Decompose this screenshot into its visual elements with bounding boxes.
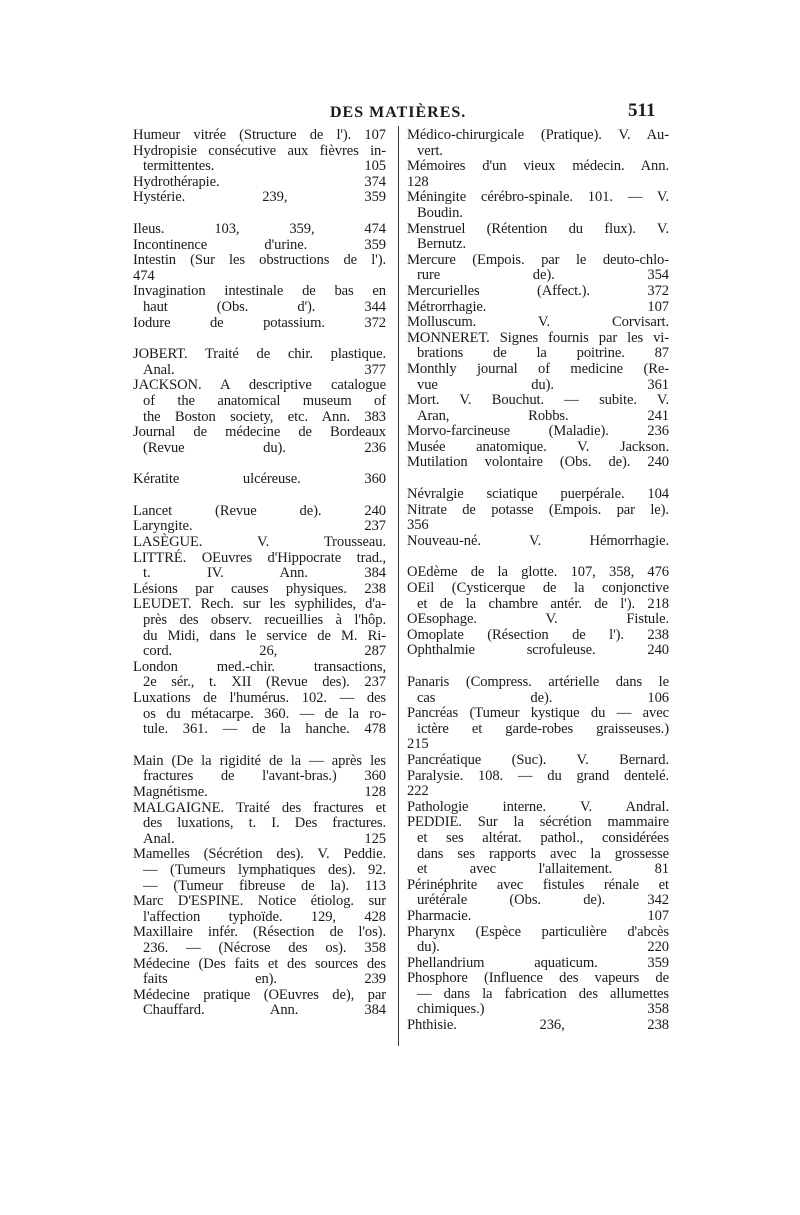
index-entry: [133, 597, 386, 659]
index-entry-line: dans ses rapports avec la grossesse: [417, 845, 669, 862]
index-entry-line: Névralgie sciatique puerpérale. 104: [407, 486, 669, 503]
index-entry: [407, 565, 669, 581]
index-entry: [407, 393, 669, 424]
index-entry-page-ref: 356: [407, 517, 429, 534]
index-entry: [133, 144, 386, 175]
index-entry-line: Mutilation volontaire (Obs. de). 240: [407, 454, 669, 471]
index-entry-line: Médico-chirurgicale (Pratique). V. Au-: [407, 127, 669, 143]
index-entry-line: du Midi, dans le service de M. Ri-: [143, 627, 386, 644]
index-entry-line: OEsophage. V. Fistule.: [407, 611, 669, 628]
index-entry-line: termittentes. 105: [143, 158, 386, 175]
section-gap: [133, 206, 386, 222]
index-entry: [133, 582, 386, 598]
index-entry-line: Luxations de l'humérus. 102. — des: [133, 690, 386, 706]
index-entry: [407, 362, 669, 393]
index-entry: [133, 284, 386, 315]
index-entry-line: OEil (Cysticerque de la conjonctive: [407, 580, 669, 597]
index-entry-line: Main (De la rigidité de la — après les: [133, 752, 386, 769]
section-gap: [133, 456, 386, 472]
index-entry-page-ref: 215: [407, 736, 429, 753]
index-entry-line: Mémoires d'un vieux médecin. Ann.: [407, 158, 669, 175]
index-entry: [407, 440, 669, 456]
index-entry: [407, 581, 669, 612]
index-entry: [407, 706, 669, 753]
index-entry-line: t. IV. Ann. 384: [143, 565, 386, 582]
index-entry-line: LASÈGUE. V. Trousseau.: [133, 534, 386, 551]
index-entry-line: 2e sér., t. XII (Revue des). 237: [143, 674, 386, 691]
index-entry-line: of the anatomical museum of: [143, 392, 386, 409]
index-entry: [407, 925, 669, 956]
index-entry-line: Omoplate (Résection de l'). 238: [407, 626, 669, 643]
index-entry: [407, 675, 669, 706]
index-entry: [133, 754, 386, 785]
index-entry: [133, 347, 386, 378]
index-entry: [133, 925, 386, 956]
index-entry-line: Hystérie. 239, 359: [133, 189, 386, 206]
index-entry-line: Ileus. 103, 359, 474: [133, 220, 386, 237]
index-entry-line: Journal de médecine de Bordeaux: [133, 424, 386, 441]
section-gap: [133, 331, 386, 347]
index-entry-line: Kératite ulcéreuse. 360: [133, 471, 386, 488]
index-entry: [133, 519, 386, 535]
index-entry-line: Pharynx (Espèce particulière d'abcès: [407, 923, 669, 940]
index-entry: [133, 378, 386, 425]
index-entry-line: Anal. 377: [143, 361, 386, 378]
index-entry: [133, 847, 386, 894]
index-entry-line: Marc D'ESPINE. Notice étiolog. sur: [133, 893, 386, 910]
index-entry: [133, 894, 386, 925]
index-entry-line: MALGAIGNE. Traité des fractures et: [133, 799, 386, 816]
index-entry-line: Lancet (Revue de). 240: [133, 502, 386, 519]
index-entry-line: et de la chambre antér. de l'). 218: [417, 595, 669, 612]
index-entry-line: Hydropisie consécutive aux fièvres in-: [133, 142, 386, 159]
index-entry-line: MONNERET. Signes fournis par les vi-: [407, 329, 669, 346]
index-entry-line: Iodure de potassium. 372: [133, 314, 386, 331]
index-entry-line: et avec l'allaitement. 81: [417, 861, 669, 878]
index-entry: [407, 800, 669, 816]
index-entry: [133, 190, 386, 206]
running-title: DES MATIÈRES.: [330, 104, 467, 121]
index-entry: [133, 238, 386, 254]
index-entry: [133, 316, 386, 332]
index-entry: [407, 643, 669, 659]
index-entry: [407, 815, 669, 877]
index-entry-line: tule. 361. — de la hanche. 478: [143, 721, 386, 738]
index-entry-line: Laryngite. 237: [133, 518, 386, 535]
index-entry-line: Pancréas (Tumeur kystique du — avec: [407, 705, 669, 722]
index-entry: [133, 128, 386, 144]
index-entry-line: Mamelles (Sécrétion des). V. Peddie.: [133, 846, 386, 863]
index-entry: [133, 660, 386, 691]
column-divider: [398, 126, 399, 1046]
index-entry-line: haut (Obs. d'). 344: [143, 298, 386, 315]
section-gap: [407, 659, 669, 675]
index-entry-line: vert.: [417, 142, 443, 159]
index-entry-line: Boudin.: [417, 204, 463, 221]
index-entry-line: Anal. 125: [143, 830, 386, 847]
index-entry-line: et ses altérat. pathol., considérées: [417, 829, 669, 846]
index-entry-line: Nitrate de potasse (Empois. par le).: [407, 501, 669, 518]
index-entry-line: 236. — (Nécrose des os). 358: [143, 939, 386, 956]
index-entry: [407, 971, 669, 1018]
index-entry-line: Humeur vitrée (Structure de l'). 107: [133, 127, 386, 143]
index-entry: [407, 331, 669, 362]
index-entry: [133, 801, 386, 848]
index-entry: [407, 612, 669, 628]
index-entry-line: Métrorrhagie. 107: [407, 298, 669, 315]
index-entry: [407, 159, 669, 190]
index-entry: [407, 1018, 669, 1034]
index-entry-line: Morvo-farcineuse (Maladie). 236: [407, 423, 669, 440]
right-index-column: [407, 128, 669, 1034]
index-entry-line: Phellandrium aquaticum. 359: [407, 954, 669, 971]
index-entry-line: vue du). 361: [417, 376, 669, 393]
index-entry-line: l'affection typhoïde. 129, 428: [143, 908, 386, 925]
index-entry-line: — (Tumeur fibreuse de la). 113: [143, 877, 386, 894]
index-entry: [407, 503, 669, 534]
index-entry-line: Méningite cérébro-spinale. 101. — V.: [407, 189, 669, 206]
index-entry: [133, 222, 386, 238]
index-entry-line: Paralysie. 108. — du grand dentelé.: [407, 767, 669, 784]
index-entry-line: Phthisie. 236, 238: [407, 1017, 669, 1034]
index-entry-line: Médecine (Des faits et des sources des: [133, 955, 386, 972]
index-entry: [407, 424, 669, 440]
page-number: 511: [628, 100, 656, 121]
index-entry-line: urétérale (Obs. de). 342: [417, 892, 669, 909]
index-entry-line: Monthly journal of medicine (Re-: [407, 360, 669, 377]
index-entry: [133, 535, 386, 551]
index-entry: [133, 472, 386, 488]
index-entry: [133, 253, 386, 284]
index-entry: [133, 691, 386, 738]
index-entry: [407, 300, 669, 316]
index-entry-line: Hydrothérapie. 374: [133, 173, 386, 190]
index-entry-line: OEdème de la glotte. 107, 358, 476: [407, 564, 669, 581]
index-entry-line: JOBERT. Traité de chir. plastique.: [133, 346, 386, 363]
index-entry-line: Aran, Robbs. 241: [417, 407, 669, 424]
index-entry-line: Incontinence d'urine. 359: [133, 236, 386, 253]
index-entry-line: des luxations, t. I. Des fractures.: [143, 815, 386, 832]
section-gap: [407, 471, 669, 487]
index-entry: [407, 487, 669, 503]
index-entry-line: Phosphore (Influence des vapeurs de: [407, 970, 669, 987]
index-entry-line: Pharmacie. 107: [407, 907, 669, 924]
index-entry-line: Bernutz.: [417, 236, 467, 253]
index-entry-line: Médecine pratique (OEuvres de), par: [133, 986, 386, 1003]
index-entry: [133, 785, 386, 801]
index-entry-line: Nouveau-né. V. Hémorrhagie.: [407, 532, 669, 549]
index-entry-line: Mercure (Empois. par le deuto-chlo-: [407, 251, 669, 268]
index-entry-line: Ophthalmie scrofuleuse. 240: [407, 642, 669, 659]
index-entry-line: rure de). 354: [417, 267, 669, 284]
index-entry-line: Mercurielles (Affect.). 372: [407, 282, 669, 299]
index-entry-line: JACKSON. A descriptive catalogue: [133, 377, 386, 394]
index-entry-line: — dans la fabrication des allumettes: [417, 985, 669, 1002]
index-entry-line: Molluscum. V. Corvisart.: [407, 314, 669, 331]
left-index-column: [133, 128, 386, 1019]
section-gap: [133, 738, 386, 754]
index-entry: [133, 504, 386, 520]
index-entry-line: Maxillaire infér. (Résection de l'os).: [133, 924, 386, 941]
index-entry: [133, 175, 386, 191]
index-entry-line: du). 220: [417, 939, 669, 956]
index-entry-line: Panaris (Compress. artérielle dans le: [407, 674, 669, 690]
index-entry-line: the Boston society, etc. Ann. 383: [143, 408, 386, 425]
index-entry-line: — (Tumeurs lymphatiques des). 92.: [143, 861, 386, 878]
index-entry: [407, 190, 669, 221]
index-entry-line: (Revue du). 236: [143, 439, 386, 456]
index-entry-line: ictère et garde-robes graisseuses.): [417, 720, 669, 737]
index-entry: [407, 534, 669, 550]
index-entry: [407, 956, 669, 972]
index-entry: [407, 284, 669, 300]
index-entry-line: Lésions par causes physiques. 238: [133, 580, 386, 597]
index-entry-line: London med.-chir. transactions,: [133, 658, 386, 675]
index-entry-line: Périnéphrite avec fistules rénale et: [407, 876, 669, 893]
index-entry: [407, 769, 669, 800]
index-entry: [407, 909, 669, 925]
section-gap: [133, 488, 386, 504]
index-entry: [407, 753, 669, 769]
index-entry-line: Magnétisme. 128: [133, 783, 386, 800]
index-entry: [133, 957, 386, 988]
index-entry: [407, 315, 669, 331]
index-entry-page-ref: 222: [407, 783, 429, 800]
index-entry: [407, 128, 669, 159]
index-entry-line: Pancréatique (Suc). V. Bernard.: [407, 751, 669, 768]
index-entry-line: Menstruel (Rétention du flux). V.: [407, 220, 669, 237]
index-entry-line: fractures de l'avant-bras.) 360: [143, 768, 386, 785]
index-entry-line: brations de la poitrine. 87: [417, 345, 669, 362]
index-entry-line: Pathologie interne. V. Andral.: [407, 798, 669, 815]
index-entry-line: Invagination intestinale de bas en: [133, 283, 386, 300]
index-entry: [133, 425, 386, 456]
index-entry: [407, 878, 669, 909]
index-entry-line: faits en). 239: [143, 971, 386, 988]
index-entry-line: près des observ. recueillies à l'hôp.: [143, 612, 386, 629]
index-entry-line: os du métacarpe. 360. — de la ro-: [143, 705, 386, 722]
index-entry: [407, 455, 669, 471]
section-gap: [407, 549, 669, 565]
index-entry-line: LEUDET. Rech. sur les syphilides, d'a-: [133, 596, 386, 613]
index-entry-page-ref: 474: [133, 267, 155, 284]
index-entry-line: PEDDIE. Sur la sécrétion mammaire: [407, 814, 669, 831]
index-entry-line: Chauffard. Ann. 384: [143, 1002, 386, 1019]
index-entry-line: Intestin (Sur les obstructions de l').: [133, 252, 386, 269]
index-entry: [407, 222, 669, 253]
index-entry-line: Musée anatomique. V. Jackson.: [407, 438, 669, 455]
index-entry-line: cord. 26, 287: [143, 643, 386, 660]
index-entry: [407, 628, 669, 644]
index-entry-line: chimiques.) 358: [417, 1001, 669, 1018]
index-entry-line: cas de). 106: [417, 689, 669, 706]
index-entry-line: LITTRÉ. OEuvres d'Hippocrate trad.,: [133, 549, 386, 566]
index-entry-line: Mort. V. Bouchut. — subite. V.: [407, 392, 669, 409]
index-entry-page-ref: 128: [407, 173, 429, 190]
index-entry: [133, 988, 386, 1019]
index-entry: [133, 551, 386, 582]
index-entry: [407, 253, 669, 284]
